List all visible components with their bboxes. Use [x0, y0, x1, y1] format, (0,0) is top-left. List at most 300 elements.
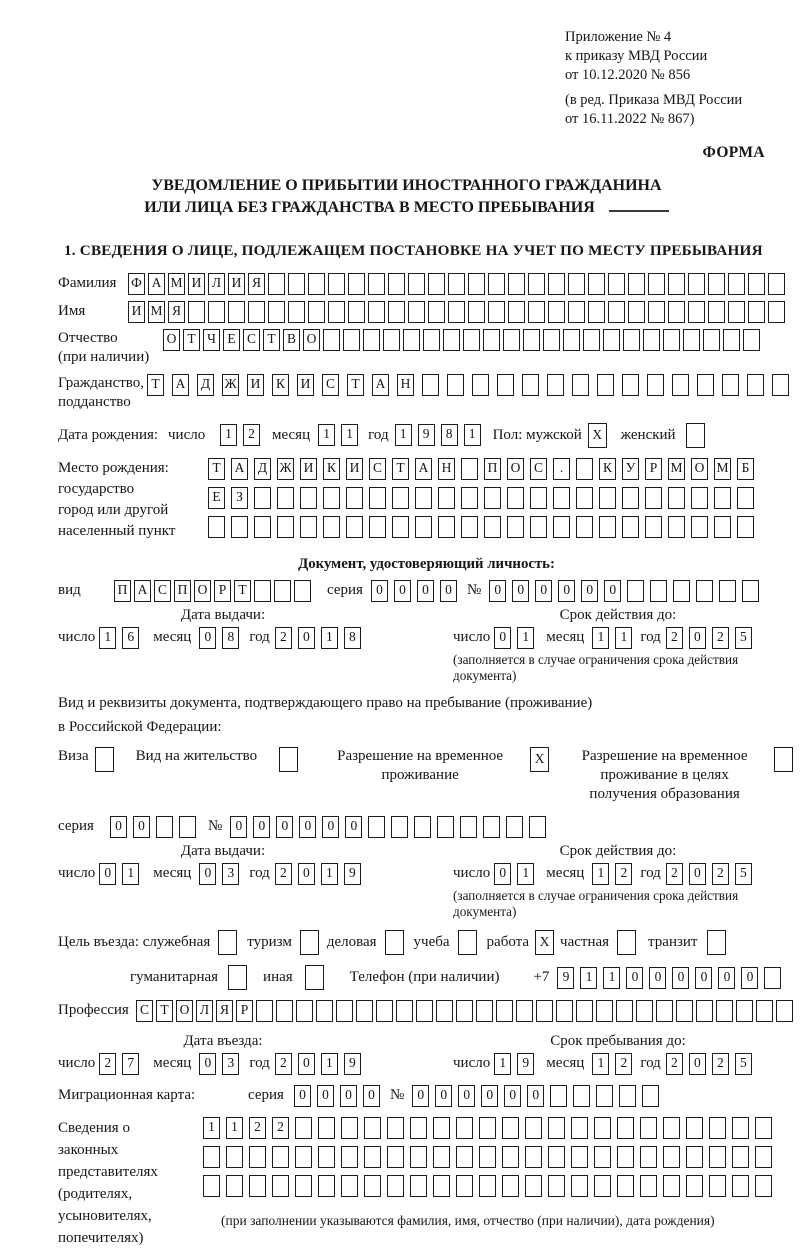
- form-cell: [497, 374, 514, 396]
- birth-day-cells: [220, 424, 260, 446]
- form-cell: [599, 487, 616, 509]
- representatives-row2-cells: [203, 1146, 772, 1168]
- form-cell: [296, 1000, 313, 1022]
- form-cell: [248, 301, 265, 323]
- form-cell: [553, 487, 570, 509]
- form-cell: Е: [223, 329, 240, 351]
- annex-line: от 10.12.2020 № 856: [565, 67, 691, 83]
- form-cell: [300, 487, 317, 509]
- form-cell: [594, 1146, 611, 1168]
- form-cell: [228, 301, 245, 323]
- form-cell: 0: [99, 863, 116, 885]
- form-cell: И: [128, 301, 145, 323]
- form-cell: 1: [226, 1117, 243, 1139]
- form-cell: 0: [481, 1085, 498, 1107]
- form-cell: [563, 329, 580, 351]
- form-cell: 9: [344, 1053, 361, 1075]
- form-cell: [433, 1146, 450, 1168]
- form-cell: [548, 1117, 565, 1139]
- form-cell: [550, 1085, 567, 1107]
- form-cell: [568, 273, 585, 295]
- res-number-cells: [230, 816, 546, 838]
- form-cell: 0: [672, 967, 689, 989]
- form-cell: 2: [712, 1053, 729, 1075]
- representatives-cells-block: [203, 1117, 772, 1229]
- form-cell: Н: [438, 458, 455, 480]
- form-cell: [583, 329, 600, 351]
- form-cell: М: [148, 301, 165, 323]
- form-cell: [732, 1117, 749, 1139]
- form-cell: [249, 1146, 266, 1168]
- form-cell: [456, 1175, 473, 1197]
- id-valid-note: (заполняется в случае ограничения срока действия документа): [453, 652, 739, 684]
- form-cell: [422, 374, 439, 396]
- form-cell: [272, 1146, 289, 1168]
- form-cell: 0: [363, 1085, 380, 1107]
- form-cell: [756, 1000, 773, 1022]
- entry-stay-dates: Дата въезда: число 2 7 месяц 0 3 год 2 0 1 9 Срок пребывания до: число 1 9 месяц 1 2 год 2 0 2 5: [58, 1032, 795, 1075]
- representatives-note: (при заполнении указываются фамилия, имя, отчество (при наличии), дата рождения): [221, 1213, 715, 1229]
- form-cell: Т: [263, 329, 280, 351]
- form-cell: 0: [199, 863, 216, 885]
- res-issue-month-cells: [199, 863, 239, 885]
- sex-male-checkbox: [588, 423, 607, 448]
- form-cell: [628, 273, 645, 295]
- migration-card-label: Миграционная карта:: [58, 1087, 196, 1104]
- form-cell: 9: [344, 863, 361, 885]
- form-cell: 1: [321, 627, 338, 649]
- form-cell: [463, 329, 480, 351]
- res-valid-month-cells: [592, 863, 632, 885]
- form-cell: 0: [558, 580, 575, 602]
- form-cell: [461, 487, 478, 509]
- form-cell: [428, 301, 445, 323]
- form-cell: [571, 1175, 588, 1197]
- entry-purpose-label: Цель въезда: служебная: [58, 933, 211, 950]
- form-cell: С: [369, 458, 386, 480]
- form-cell: 0: [440, 580, 457, 602]
- form-cell: С: [322, 374, 339, 396]
- form-cell: 5: [735, 627, 752, 649]
- form-cell: 8: [344, 627, 361, 649]
- form-cell: Ч: [203, 329, 220, 351]
- annex-block: [565, 28, 795, 129]
- tourism-label: туризм: [247, 933, 292, 950]
- form-cell: Я: [168, 301, 185, 323]
- form-cell: 0: [298, 1053, 315, 1075]
- form-cell: [755, 1117, 772, 1139]
- form-cell: 2: [243, 424, 260, 446]
- entry-date-caption: Дата въезда:: [183, 1033, 263, 1050]
- form-cell: [328, 301, 345, 323]
- temp-residence-label: Разрешение на временное проживание: [337, 748, 504, 784]
- form-cell: Т: [183, 329, 200, 351]
- form-cell: [479, 1146, 496, 1168]
- form-cell: [416, 1000, 433, 1022]
- form-cell: 1: [122, 863, 139, 885]
- form-cell: [645, 487, 662, 509]
- form-cell: [294, 580, 311, 602]
- form-cell: Р: [645, 458, 662, 480]
- form-cell: [433, 1175, 450, 1197]
- purpose-business-checkbox: [385, 930, 404, 955]
- form-cell: И: [228, 273, 245, 295]
- representatives-label: Сведения о законных представителях (родителях, усыновителях, попечителях): [58, 1120, 158, 1247]
- res-issue-day-cells: [99, 863, 139, 885]
- form-cell: 0: [317, 1085, 334, 1107]
- form-cell: [617, 1117, 634, 1139]
- form-cell: [410, 1117, 427, 1139]
- birth-date-row: [58, 423, 795, 448]
- birth-place-row1-cells: [208, 458, 754, 480]
- form-cell: [507, 516, 524, 538]
- form-cell: 0: [689, 627, 706, 649]
- stay-year-cells: [666, 1053, 752, 1075]
- res-issue-year-cells: [275, 863, 361, 885]
- residence-doc-caption: Вид и реквизиты документа, подтверждающего право на пребывание (проживание) в Российской Федерации:: [58, 695, 593, 735]
- id-number-cells: [489, 580, 759, 602]
- forma-label: ФОРМА: [702, 144, 765, 161]
- form-cell: [295, 1175, 312, 1197]
- form-cell: А: [134, 580, 151, 602]
- humanitarian-label: гуманитарная: [130, 968, 219, 985]
- purpose-private-checkbox: [617, 930, 636, 955]
- id-issue-year-cells: [275, 627, 361, 649]
- form-cell: [623, 329, 640, 351]
- form-cell: [688, 301, 705, 323]
- form-cell: [383, 329, 400, 351]
- form-cell: [403, 329, 420, 351]
- form-cell: 5: [735, 1053, 752, 1075]
- amendment-line: от 16.11.2022 № 867): [565, 111, 695, 127]
- form-cell: 0: [133, 816, 150, 838]
- form-cell: [543, 329, 560, 351]
- form-cell: 0: [489, 580, 506, 602]
- form-cell: 0: [110, 816, 127, 838]
- form-cell: 1: [603, 967, 620, 989]
- form-cell: [686, 1117, 703, 1139]
- form-cell: [343, 329, 360, 351]
- title-underline: [609, 197, 669, 212]
- visa-label: Виза: [58, 748, 89, 765]
- form-cell: [747, 374, 764, 396]
- annex-line: Приложение № 4: [565, 29, 672, 45]
- form-cell: X: [588, 423, 607, 448]
- private-label: частная: [560, 933, 610, 950]
- form-cell: [663, 329, 680, 351]
- form-cell: [627, 580, 644, 602]
- surname-cells: [128, 273, 785, 295]
- citizenship-cells: [147, 374, 789, 396]
- form-cell: 1: [592, 1053, 609, 1075]
- stay-month-cells: [592, 1053, 632, 1075]
- day-label: число: [168, 426, 206, 443]
- form-cell: [410, 1146, 427, 1168]
- form-cell: Т: [156, 1000, 173, 1022]
- form-cell: Т: [208, 458, 225, 480]
- form-cell: [668, 301, 685, 323]
- form-cell: [226, 1146, 243, 1168]
- form-cell: [732, 1146, 749, 1168]
- form-cell: [364, 1175, 381, 1197]
- phone-cells: [557, 967, 781, 989]
- visa-checkbox: [95, 747, 114, 772]
- form-cell: [697, 374, 714, 396]
- representatives-block: [58, 1117, 795, 1249]
- form-cell: 0: [718, 967, 735, 989]
- form-cell: 0: [322, 816, 339, 838]
- doc-type-label: вид: [58, 582, 81, 599]
- purpose-humanitarian-checkbox: [228, 965, 247, 990]
- form-cell: 0: [394, 580, 411, 602]
- form-cell: [650, 580, 667, 602]
- res-valid-day-cells: [494, 863, 534, 885]
- form-cell: [648, 273, 665, 295]
- form-cell: [716, 1000, 733, 1022]
- form-cell: [603, 329, 620, 351]
- form-cell: [391, 816, 408, 838]
- form-cell: [458, 930, 477, 955]
- form-cell: [686, 423, 705, 448]
- form-cell: [696, 1000, 713, 1022]
- form-cell: [576, 487, 593, 509]
- form-cell: 8: [222, 627, 239, 649]
- form-cell: 2: [99, 1053, 116, 1075]
- form-cell: [348, 273, 365, 295]
- form-cell: [208, 301, 225, 323]
- given-name-label: Имя: [58, 303, 86, 320]
- form-cell: П: [174, 580, 191, 602]
- id-issue-month-cells: [199, 627, 239, 649]
- form-cell: [254, 580, 271, 602]
- form-cell: К: [599, 458, 616, 480]
- form-cell: [368, 301, 385, 323]
- form-cell: О: [176, 1000, 193, 1022]
- form-cell: 0: [253, 816, 270, 838]
- form-cell: [433, 1117, 450, 1139]
- identity-doc-heading: Документ, удостоверяющий личность:: [298, 555, 555, 572]
- form-cell: И: [297, 374, 314, 396]
- form-cell: [568, 301, 585, 323]
- amendment-line: (в ред. Приказа МВД России: [565, 92, 743, 108]
- form-cell: А: [231, 458, 248, 480]
- form-cell: [218, 930, 237, 955]
- form-cell: Л: [196, 1000, 213, 1022]
- citizenship-label: Гражданство, подданство: [58, 374, 145, 411]
- given-name-cells: [128, 301, 785, 323]
- form-cell: А: [172, 374, 189, 396]
- sex-female-label: женский: [620, 426, 676, 443]
- temp-residence-checkbox: [530, 747, 549, 772]
- form-cell: 2: [249, 1117, 266, 1139]
- form-cell: [709, 1117, 726, 1139]
- form-cell: [663, 1146, 680, 1168]
- birth-year-cells: [395, 424, 481, 446]
- form-cell: [414, 816, 431, 838]
- form-cell: [636, 1000, 653, 1022]
- form-cell: [308, 273, 325, 295]
- form-cell: [525, 1175, 542, 1197]
- form-cell: [387, 1175, 404, 1197]
- form-cell: 2: [712, 627, 729, 649]
- sex-female-checkbox: [686, 423, 705, 448]
- form-cell: [525, 1146, 542, 1168]
- form-cell: 0: [298, 863, 315, 885]
- form-cell: [256, 1000, 273, 1022]
- temp-residence-edu-label: Разрешение на временное проживание в целях получения образования: [581, 748, 748, 803]
- form-cell: [276, 1000, 293, 1022]
- profession-cells: [136, 1000, 793, 1022]
- form-cell: [415, 487, 432, 509]
- form-cell: 0: [604, 580, 621, 602]
- birth-date-label: Дата рождения:: [58, 426, 159, 443]
- form-cell: 1: [341, 424, 358, 446]
- form-cell: К: [272, 374, 289, 396]
- form-cell: [488, 273, 505, 295]
- form-cell: 0: [649, 967, 666, 989]
- form-cell: [617, 1146, 634, 1168]
- form-cell: [323, 329, 340, 351]
- form-cell: [341, 1146, 358, 1168]
- form-cell: [387, 1117, 404, 1139]
- form-cell: [594, 1117, 611, 1139]
- patronymic-row: [58, 329, 795, 368]
- form-cell: 7: [122, 1053, 139, 1075]
- form-cell: [226, 1175, 243, 1197]
- form-cell: 0: [504, 1085, 521, 1107]
- form-cell: [461, 458, 478, 480]
- form-cell: [203, 1175, 220, 1197]
- form-cell: Т: [392, 458, 409, 480]
- form-cell: 9: [517, 1053, 534, 1075]
- form-cell: [548, 301, 565, 323]
- number-label: №: [208, 818, 223, 835]
- form-cell: [254, 516, 271, 538]
- form-cell: [328, 273, 345, 295]
- id-series-cells: [371, 580, 457, 602]
- form-cell: [588, 301, 605, 323]
- form-cell: [300, 930, 319, 955]
- phone-prefix: +7: [533, 968, 550, 985]
- business-label: деловая: [326, 933, 377, 950]
- form-cell: Ф: [128, 273, 145, 295]
- form-cell: [755, 1146, 772, 1168]
- form-cell: 1: [592, 863, 609, 885]
- form-cell: [423, 329, 440, 351]
- form-cell: [523, 329, 540, 351]
- form-cell: К: [323, 458, 340, 480]
- form-cell: 2: [666, 863, 683, 885]
- form-cell: [576, 458, 593, 480]
- form-cell: [295, 1146, 312, 1168]
- form-cell: 1: [615, 627, 632, 649]
- series-label: серия: [327, 582, 363, 599]
- form-cell: М: [168, 273, 185, 295]
- form-cell: [316, 1000, 333, 1022]
- form-cell: [274, 580, 291, 602]
- valid-until-caption: Срок действия до:: [559, 843, 677, 860]
- form-cell: [502, 1117, 519, 1139]
- entry-purpose-row: [58, 930, 795, 955]
- valid-until-caption: Срок действия до:: [559, 607, 677, 624]
- form-cell: [443, 329, 460, 351]
- form-cell: [548, 1146, 565, 1168]
- form-cell: [714, 516, 731, 538]
- form-cell: [369, 487, 386, 509]
- form-cell: X: [535, 930, 554, 955]
- form-cell: 2: [666, 627, 683, 649]
- form-cell: 0: [581, 580, 598, 602]
- form-cell: 0: [535, 580, 552, 602]
- form-cell: [318, 1175, 335, 1197]
- transit-label: транзит: [648, 933, 698, 950]
- form-cell: [530, 516, 547, 538]
- form-cell: [396, 1000, 413, 1022]
- form-cell: [392, 487, 409, 509]
- form-cell: [645, 516, 662, 538]
- form-cell: [392, 516, 409, 538]
- form-cell: [436, 1000, 453, 1022]
- form-cell: [617, 1175, 634, 1197]
- id-type-cells: [114, 580, 311, 602]
- form-cell: [272, 1175, 289, 1197]
- form-cell: О: [194, 580, 211, 602]
- form-cell: [663, 1175, 680, 1197]
- form-cell: [483, 816, 500, 838]
- form-cell: Ж: [222, 374, 239, 396]
- form-cell: [737, 487, 754, 509]
- form-cell: [388, 273, 405, 295]
- form-cell: [508, 301, 525, 323]
- form-cell: [368, 816, 385, 838]
- form-cell: [776, 1000, 793, 1022]
- representatives-row3-cells: [203, 1175, 772, 1197]
- form-cell: [737, 516, 754, 538]
- form-cell: 2: [272, 1117, 289, 1139]
- form-cell: З: [231, 487, 248, 509]
- form-cell: [691, 516, 708, 538]
- form-cell: [507, 487, 524, 509]
- form-cell: В: [283, 329, 300, 351]
- id-doc-row: [58, 580, 795, 602]
- form-cell: Ж: [277, 458, 294, 480]
- issue-date-caption: Дата выдачи:: [180, 843, 266, 860]
- purpose-work-checkbox: [535, 930, 554, 955]
- form-cell: Т: [347, 374, 364, 396]
- form-cell: [456, 1000, 473, 1022]
- surname-row: [58, 273, 795, 295]
- residence-permit-checkbox: [279, 747, 298, 772]
- form-cell: [572, 374, 589, 396]
- form-cell: 0: [494, 627, 511, 649]
- id-valid-month-cells: [592, 627, 632, 649]
- form-cell: [408, 273, 425, 295]
- form-cell: 1: [203, 1117, 220, 1139]
- form-cell: 3: [222, 1053, 239, 1075]
- form-cell: 1: [517, 627, 534, 649]
- form-cell: [707, 930, 726, 955]
- form-cell: [516, 1000, 533, 1022]
- form-cell: С: [530, 458, 547, 480]
- form-cell: [300, 516, 317, 538]
- form-cell: [709, 1146, 726, 1168]
- form-cell: [308, 301, 325, 323]
- form-cell: [719, 580, 736, 602]
- id-issue-day-cells: [99, 627, 139, 649]
- form-cell: [668, 516, 685, 538]
- form-cell: [279, 747, 298, 772]
- form-cell: [686, 1146, 703, 1168]
